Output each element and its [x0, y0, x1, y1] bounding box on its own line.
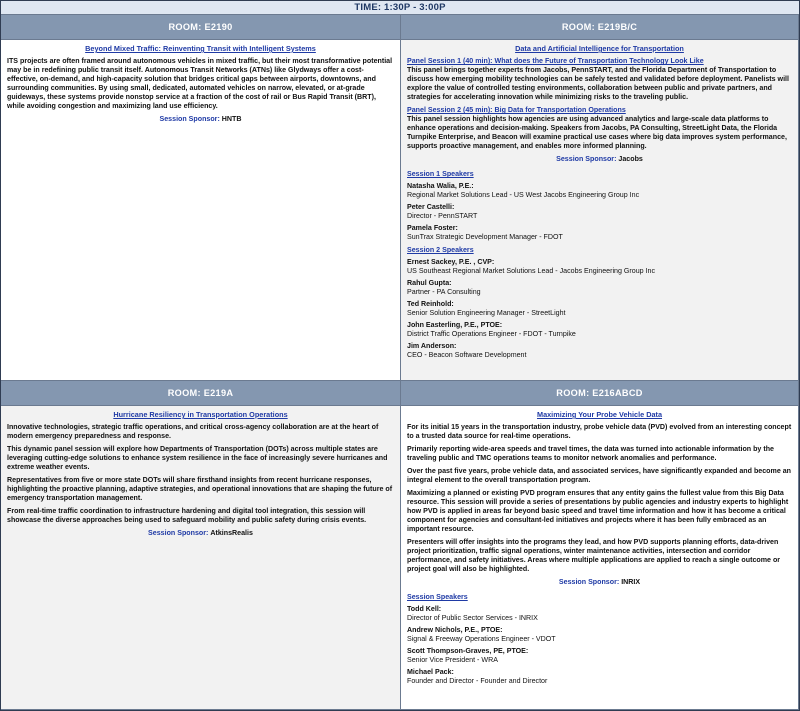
- speaker-name: Ted Reinhold:: [407, 300, 454, 309]
- session-1-speakers-list: [407, 182, 792, 242]
- time-header: TIME: 1:30P - 3:00P: [1, 1, 799, 15]
- panel-1-description: This panel brings together experts from Jacobs, PennSTART, and the Florida Department of Transportation to discuss how emerging mobility technologies can be safely tested and validated before deployment. Panelists will explore the value of controlled testing environments, collaboration between public and private partners, and strategies for accelerating innovation while minimizing risks to the traveling public.: [407, 66, 789, 102]
- speaker-name: Andrew Nichols, P.E., PTOE:: [407, 626, 503, 635]
- speaker-role: District Traffic Operations Engineer - FDOT - Turnpike: [407, 330, 576, 339]
- session-content: [401, 406, 798, 686]
- speaker-role: Regional Market Solutions Lead - US West Jacobs Engineering Group Inc: [407, 191, 640, 200]
- session-title: Beyond Mixed Traffic: Reinventing Transit with Intelligent Systems: [85, 44, 316, 53]
- session-paragraph: Maximizing a planned or existing PVD program ensures that any entity gains the fullest value from this Big Data resource. This session will provide a series of presentations by public agencies and industry experts to highlight how PVD is applied in areas far beyond basic speed and travel time information and how it has become a critical component for agencies and consultant-led initiatives and projects where it has been fully embraced as an important resource.: [407, 489, 789, 534]
- speaker-role: Partner - PA Consulting: [407, 288, 481, 297]
- speaker: [407, 203, 792, 221]
- speaker-name: Scott Thompson-Graves, PE, PTOE:: [407, 647, 529, 656]
- speaker: [407, 321, 792, 339]
- room-cell-e2190: [1, 15, 401, 381]
- speaker: [407, 182, 792, 200]
- session-sponsor: [407, 578, 792, 587]
- speaker-name: John Easterling, P.E., PTOE:: [407, 321, 503, 330]
- sponsor-label: Session Sponsor:: [558, 578, 620, 587]
- session-speakers-list: [407, 605, 792, 686]
- session-paragraph: Primarily reporting wide-area speeds and travel times, the data was turned into actionable information by the traveling public and TMC operations teams to monitor network anomalies and performance.: [407, 445, 774, 463]
- session-sponsor: [7, 115, 394, 124]
- speaker: [407, 626, 792, 644]
- session-paragraph: Presenters will offer insights into the programs they lead, and how PVD supports planning efforts, data-driven project prioritization, traffic signal operations, winter maintenance activities, intersection and corridor performance, and safety initiatives. Areas where multiple applications are applied to reach a single outcome or project goal will also be highlighted.: [407, 538, 781, 574]
- session-2-speakers-heading: Session 2 Speakers: [407, 246, 474, 255]
- speaker-name: Natasha Walia, P.E.:: [407, 182, 474, 191]
- speaker: [407, 668, 792, 686]
- session-paragraph: From real-time traffic coordination to infrastructure hardening and digital tool integration, this session will showcase the diverse approaches being used to safeguard mobility and public safety during crisis events.: [7, 507, 367, 525]
- session-paragraph: This dynamic panel session will explore how Departments of Transportation (DOTs) across multiple states are leveraging cutting-edge solutions to enhance system resilience in the face of increasingly severe hurricanes and extreme weather events.: [7, 445, 388, 472]
- session-title: Hurricane Resiliency in Transportation Operations: [113, 410, 288, 419]
- room-header: ROOM: E216ABCD: [401, 381, 798, 406]
- speaker: [407, 279, 792, 297]
- panel-2-title: Panel Session 2 (45 min): Big Data for Transportation Operations: [407, 106, 626, 115]
- speaker: [407, 258, 792, 276]
- session-title: Maximizing Your Probe Vehicle Data: [536, 410, 663, 419]
- session-speakers-heading: Session Speakers: [407, 593, 468, 602]
- speaker-role: SunTrax Strategic Development Manager - FDOT: [407, 233, 563, 242]
- session-sponsor: [407, 155, 792, 164]
- speaker-role: Senior Vice President - WRA: [407, 656, 498, 665]
- speaker-role: CEO - Beacon Software Development: [407, 351, 527, 360]
- speaker-name: Pamela Foster:: [407, 224, 458, 233]
- session-2-speakers-list: [407, 258, 792, 360]
- sponsor-name: HNTB: [221, 115, 242, 124]
- room-header: ROOM: E219A: [1, 381, 400, 406]
- speaker-name: Rahul Gupta:: [407, 279, 452, 288]
- speaker: [407, 647, 792, 665]
- sponsor-name: INRIX: [621, 578, 641, 587]
- room-grid: [1, 15, 799, 710]
- speaker-role: Founder and Director - Founder and Director: [407, 677, 548, 686]
- session-paragraph: For its initial 15 years in the transportation industry, probe vehicle data (PVD) evolved from an interesting concept to a trusted data source for real-time operations.: [407, 423, 792, 441]
- speaker-role: Director of Public Sector Services - INRIX: [407, 614, 538, 623]
- session-title: Data and Artificial Intelligence for Transportation: [515, 44, 684, 53]
- speaker: [407, 300, 792, 318]
- session-content: [401, 40, 798, 360]
- speaker-role: Director - PennSTART: [407, 212, 478, 221]
- session-sponsor: [7, 529, 394, 538]
- session-content: [1, 406, 400, 538]
- speaker-role: Senior Solution Engineering Manager - StreetLight: [407, 309, 566, 318]
- panel-1-title: Panel Session 1 (40 min): What does the Future of Transportation Technology Look Like: [407, 57, 704, 66]
- room-header: ROOM: E2190: [1, 15, 400, 40]
- panel-2-description: This panel session highlights how agencies are using advanced analytics and large-scale data platforms to enhance operations and decision-making. Speakers from Jacobs, PA Consulting, StreetLight Data, the Florida Turnpike Enterprise, and Beacon will examine practical use cases where big data improves system performance, supports proactive management, and enables more informed planning.: [407, 115, 787, 151]
- room-header: ROOM: E219B/C: [401, 15, 798, 40]
- sponsor-label: Session Sponsor:: [159, 115, 220, 124]
- session-1-speakers-heading: Session 1 Speakers: [407, 170, 474, 179]
- session-description: ITS projects are often framed around autonomous vehicles in mixed traffic, but their most transformative potential may be in redefining public transit itself. Autonomous Transit Networks (ATNs) like Glydways offer a cost-effective, on-demand, and high-capacity solution that bridges critical gaps between airports, downtowns, and surrounding communities. By using small, dedicated, automated vehicles on narrow, elevated, or at-grade guideways, these systems provide nonstop service at a fraction of the cost of rail or Bus Rapid Transit (BRT), while avoiding congestion and maximizing land use efficiency.: [7, 57, 393, 111]
- sponsor-label: Session Sponsor:: [148, 529, 209, 538]
- speaker-name: Michael Pack:: [407, 668, 454, 677]
- sponsor-name: AtkinsRealis: [210, 529, 253, 538]
- room-cell-e219a: [1, 381, 401, 710]
- speaker-name: Todd Kell:: [407, 605, 442, 614]
- speaker: [407, 605, 792, 623]
- sponsor-name: Jacobs: [618, 155, 643, 164]
- room-cell-e216abcd: [401, 381, 799, 710]
- session-paragraph: Over the past five years, probe vehicle data, and associated services, have significantly expanded and become an integral element to the overall transportation program.: [407, 467, 792, 485]
- speaker-role: US Southeast Regional Market Solutions Lead - Jacobs Engineering Group Inc: [407, 267, 656, 276]
- session-paragraph: Innovative technologies, strategic traffic operations, and critical cross-agency collaboration are at the heart of modern emergency preparedness and response.: [7, 423, 379, 441]
- session-paragraph: Representatives from five or more state DOTs will share firsthand insights from recent hurricane responses, highlighting the proactive planning, adaptive strategies, and operational innovations that are shaping the future of emergency transportation management.: [7, 476, 393, 503]
- session-content: [1, 40, 400, 124]
- room-cell-e219bc: [401, 15, 799, 381]
- speaker-name: Jim Anderson:: [407, 342, 457, 351]
- speaker-name: Ernest Sackey, P.E. , CVP:: [407, 258, 495, 267]
- sponsor-label: Session Sponsor:: [556, 155, 617, 164]
- speaker-name: Peter Castelli:: [407, 203, 455, 212]
- speaker-role: Signal & Freeway Operations Engineer - VDOT: [407, 635, 556, 644]
- speaker: [407, 224, 792, 242]
- speaker: [407, 342, 792, 360]
